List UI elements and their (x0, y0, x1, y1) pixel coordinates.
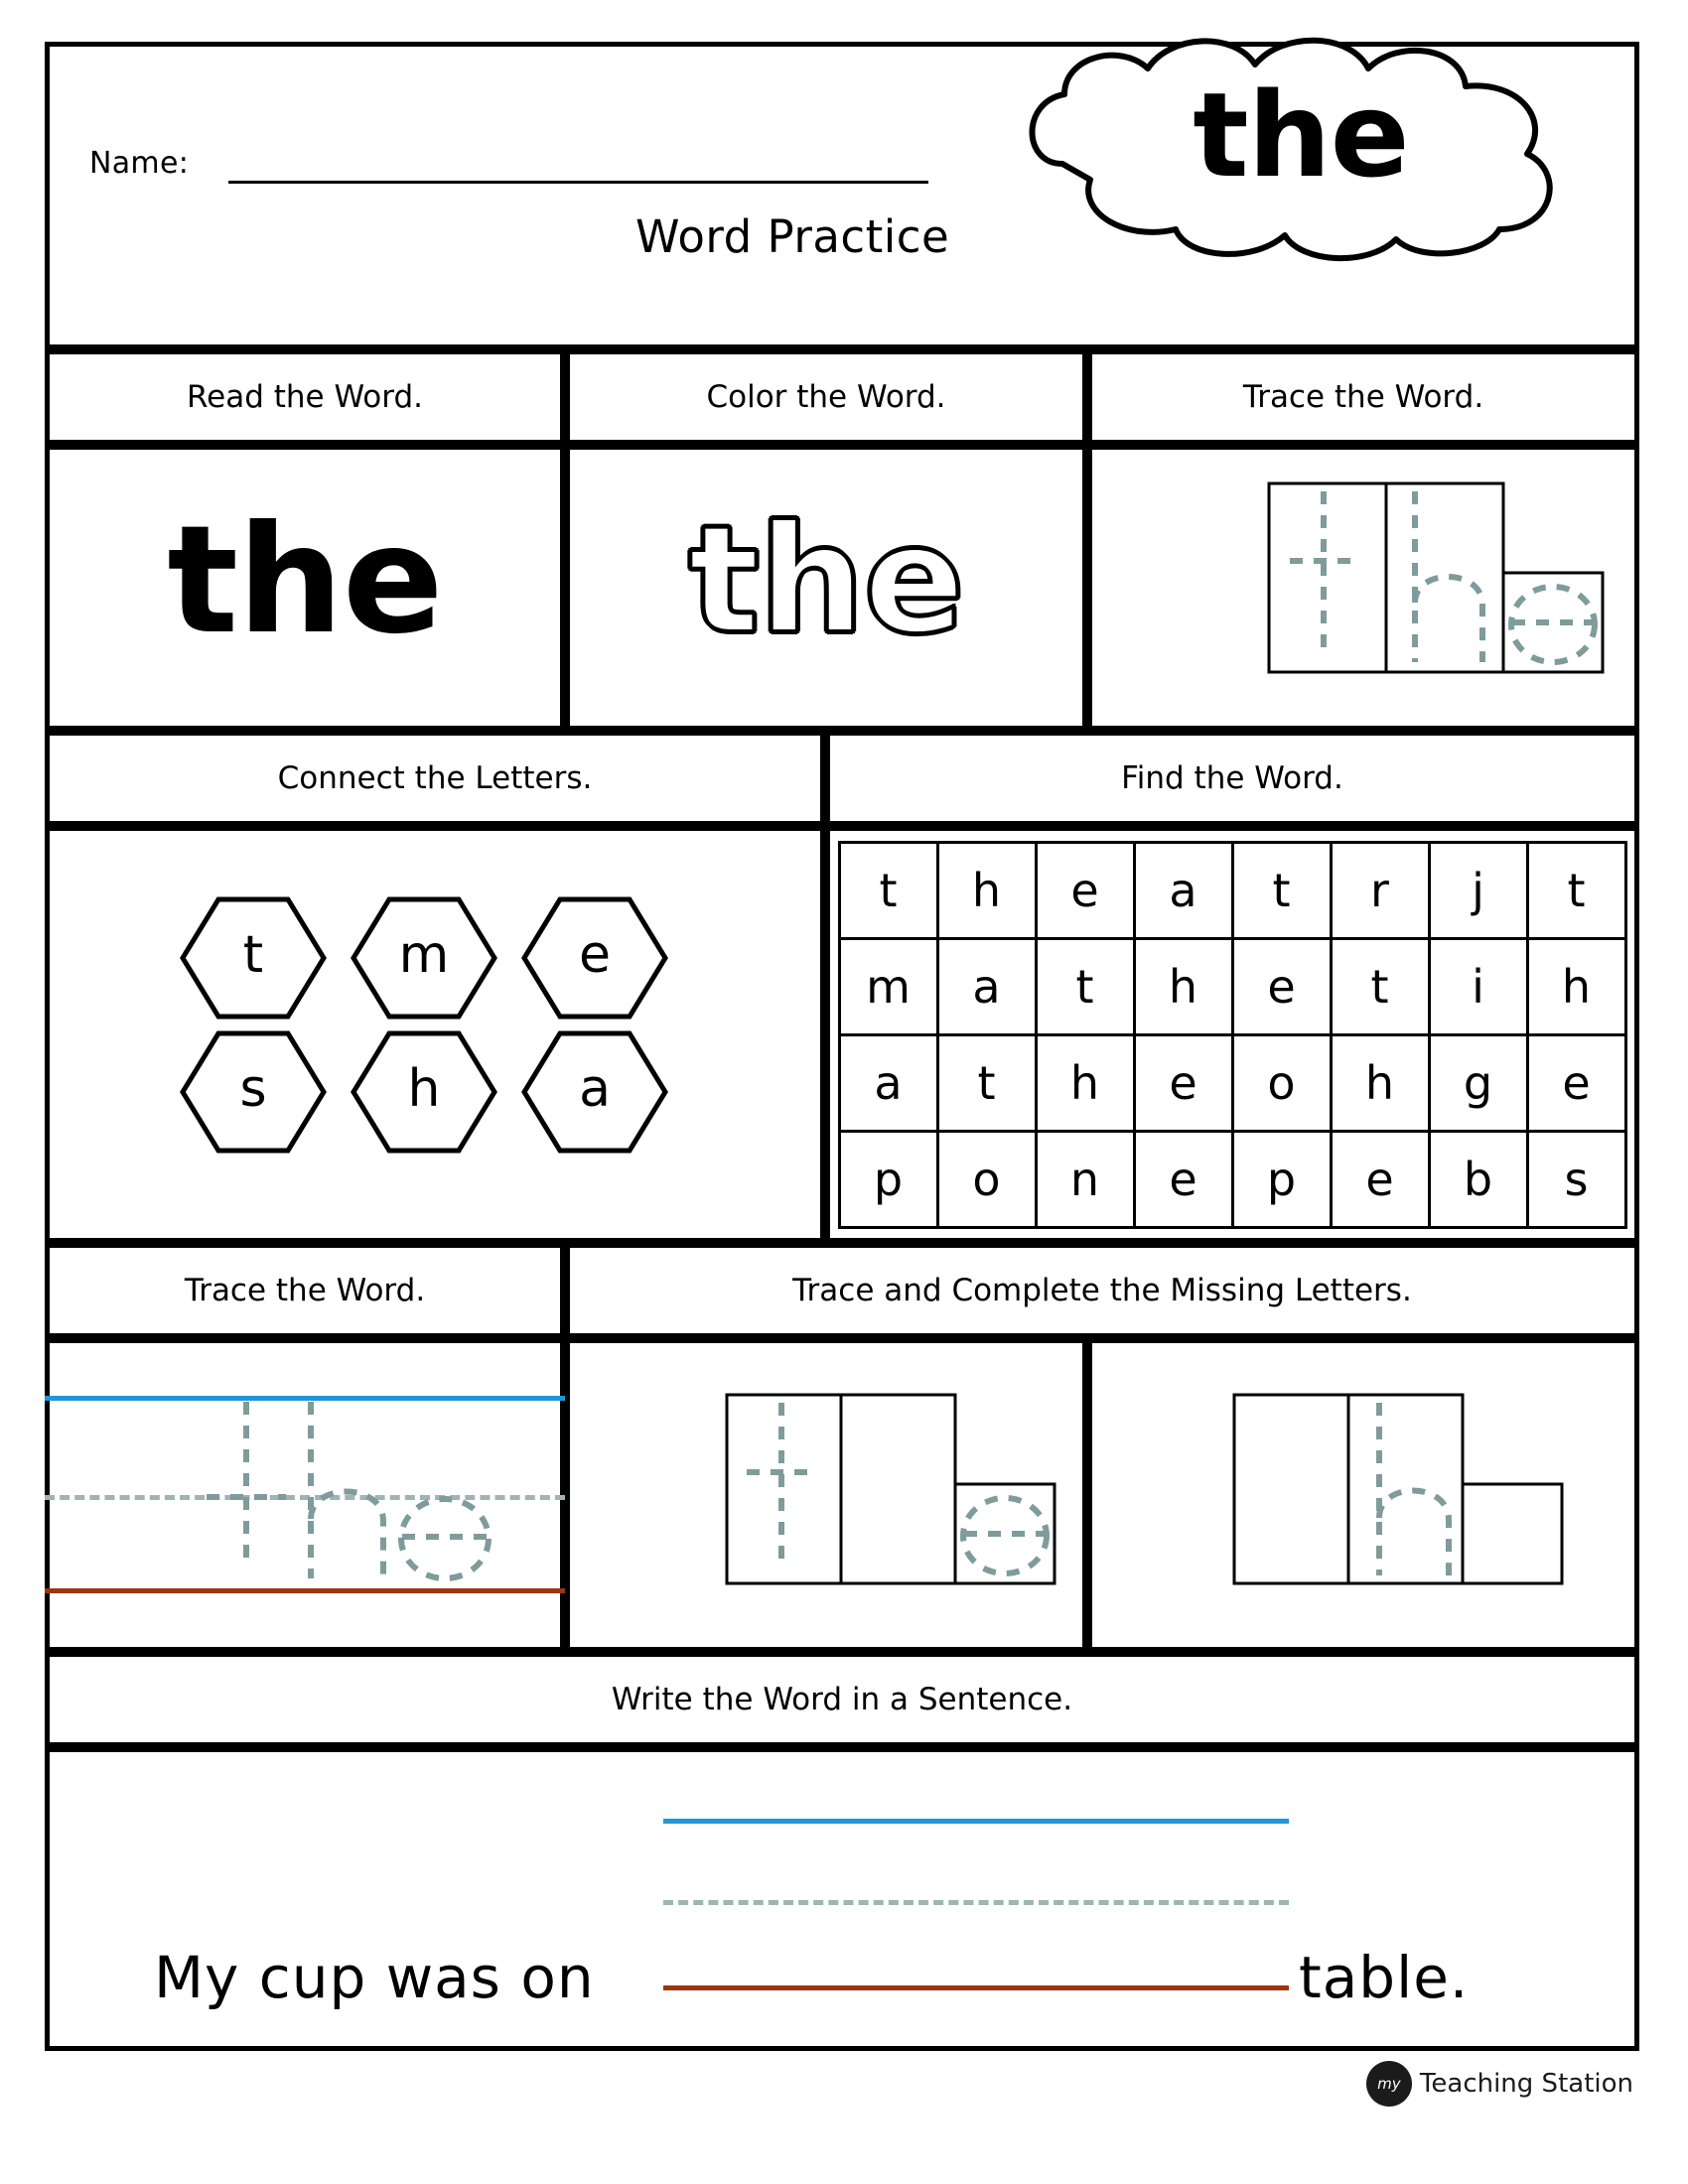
logo-badge: my (1366, 2061, 1412, 2107)
word-search-cell[interactable]: h (1035, 1033, 1136, 1133)
word-search-grid[interactable] (839, 842, 1625, 1227)
hex-letter-s-label: s (239, 1059, 267, 1119)
word-search-cell[interactable]: s (1526, 1130, 1627, 1229)
trace-top-heading: Trace the Word. (1087, 349, 1639, 445)
hex-letter-t[interactable] (179, 893, 328, 1023)
word-search-cell[interactable]: g (1428, 1033, 1529, 1133)
sentence-dashed-line (663, 1900, 1289, 1905)
trace-ruled-heading: Trace the Word. (45, 1243, 565, 1338)
word-search-cell[interactable]: e (1133, 1033, 1234, 1133)
word-search-cell[interactable]: a (1133, 841, 1234, 940)
word-search-cell[interactable]: t (936, 1033, 1038, 1133)
sentence-red-line[interactable] (663, 1985, 1289, 1990)
hex-letter-a-label: a (579, 1059, 611, 1119)
footer-logo (1366, 2061, 1633, 2107)
cloud-bubble (1003, 25, 1599, 263)
missing-group-2-letters (1185, 1381, 1542, 1609)
logo-text: Teaching Station (1419, 2069, 1633, 2099)
word-search-cell[interactable]: o (936, 1130, 1038, 1229)
word-search-cell[interactable]: p (838, 1130, 939, 1229)
word-search-cell[interactable]: r (1330, 841, 1431, 940)
word-search-cell[interactable]: a (838, 1033, 939, 1133)
name-write-line[interactable] (228, 181, 928, 184)
word-search-cell[interactable]: t (1330, 937, 1431, 1036)
cloud-word: the (1193, 67, 1409, 204)
word-search-cell[interactable]: t (1231, 841, 1333, 940)
hex-letter-h-label: h (407, 1059, 441, 1119)
hex-letter-s[interactable] (179, 1027, 328, 1157)
read-word-box (45, 445, 565, 731)
missing-group-2[interactable] (1087, 1338, 1639, 1652)
word-search-cell[interactable]: j (1428, 841, 1529, 940)
hex-letter-h[interactable] (350, 1027, 498, 1157)
hex-letter-e-label: e (579, 925, 611, 985)
missing-heading: Trace and Complete the Missing Letters. (565, 1243, 1639, 1338)
missing-group-1[interactable] (565, 1338, 1087, 1652)
word-search-cell[interactable]: t (1035, 937, 1136, 1036)
color-word: the (688, 494, 964, 667)
read-heading: Read the Word. (45, 349, 565, 445)
word-search-cell[interactable]: t (838, 841, 939, 940)
word-search-cell[interactable]: e (1133, 1130, 1234, 1229)
hex-letter-m[interactable] (350, 893, 498, 1023)
hex-letter-m-label: m (398, 925, 450, 985)
hex-letter-a[interactable] (520, 1027, 669, 1157)
word-search-cell[interactable]: e (1526, 1033, 1627, 1133)
trace-top-letters (1165, 474, 1562, 702)
word-search-cell[interactable]: p (1231, 1130, 1333, 1229)
word-search-cell[interactable]: h (936, 841, 1038, 940)
sentence-after: table. (1299, 1944, 1470, 2011)
name-label: Name: (89, 146, 190, 181)
sentence-blue-line (663, 1819, 1289, 1824)
word-search-cell[interactable]: h (1330, 1033, 1431, 1133)
trace-ruled-word (48, 1380, 564, 1603)
word-search-cell[interactable]: h (1133, 937, 1234, 1036)
page-title: Word Practice (635, 210, 950, 263)
hex-letter-t-label: t (242, 925, 264, 985)
color-word-box[interactable] (565, 445, 1087, 731)
word-search-cell[interactable]: t (1526, 841, 1627, 940)
find-heading: Find the Word. (825, 731, 1639, 826)
read-word: the (167, 494, 443, 667)
missing-group-1-letters (647, 1381, 1005, 1609)
word-search-cell[interactable]: o (1231, 1033, 1333, 1133)
trace-top-box[interactable] (1087, 445, 1639, 731)
word-search-cell[interactable]: i (1428, 937, 1529, 1036)
word-search-cell[interactable]: h (1526, 937, 1627, 1036)
word-search-cell[interactable]: n (1035, 1130, 1136, 1229)
hex-letter-e[interactable] (520, 893, 669, 1023)
connect-heading: Connect the Letters. (45, 731, 825, 826)
color-heading: Color the Word. (565, 349, 1087, 445)
sentence-heading: Write the Word in a Sentence. (45, 1652, 1639, 1747)
word-search-cell[interactable]: a (936, 937, 1038, 1036)
word-search-cell[interactable]: e (1231, 937, 1333, 1036)
word-search-cell[interactable]: m (838, 937, 939, 1036)
sentence-before: My cup was on (154, 1944, 595, 2011)
word-search-cell[interactable]: e (1330, 1130, 1431, 1229)
word-search-cell[interactable]: e (1035, 841, 1136, 940)
word-search-cell[interactable]: b (1428, 1130, 1529, 1229)
